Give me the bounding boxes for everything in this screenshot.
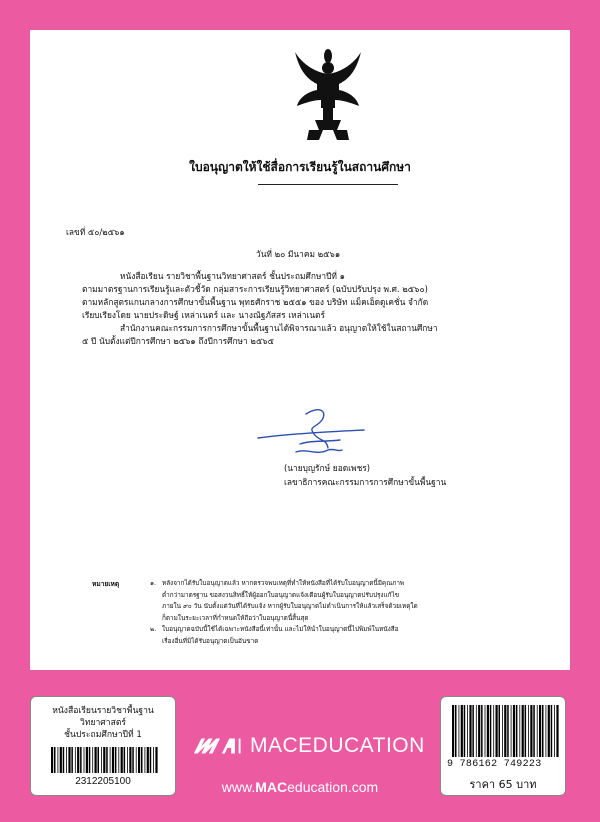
url-suffix: education.com [287,779,379,795]
book-tag-line: หนังสือเรียนรายวิชาพื้นฐาน [52,706,154,716]
note-line: ภายใน ๙๐ วัน นับตั้งแต่วันที่ได้รับแจ้ง หากผู้รับใบอนุญาตไม่ดำเนินการให้แล้วเสร็จด้วยเหตุใด [162,602,418,610]
note-line: ต่ำกว่ามาตรฐาน ขอสงวนสิทธิ์ให้ผู้ออกใบอนุญาตแจ้งเตือนผู้รับใบอนุญาตปรับปรุงแก้ไข [162,590,400,599]
note-line: ใบอนุญาตฉบับนี้ใช้ได้เฉพาะหนังสือนี้เท่านั้น และไม่ให้นำใบอนุญาตนี้ไปพิมพ์ในหนังสือ [162,625,399,633]
signatory-name: (นายบุญรักษ์ ยอดเพชร) [284,463,371,473]
url-bold: MAC [255,779,288,795]
approval-line: ๕ ปี นับตั้งแต่ปีการศึกษา ๒๕๖๑ ถึงปีการศึกษา ๒๕๖๕ [82,336,274,346]
note-item [150,624,418,647]
isbn-box [440,696,566,796]
isbn-barcode-icon [450,705,560,757]
book-tag-line: ชั้นประถมศึกษาปีที่ 1 [64,730,142,740]
note-line: เรื่องอื่นที่มิได้รับอนุญาตเป็นอันขาด [162,636,259,645]
book-description [82,270,428,322]
book-code: 2312205100 [75,776,131,787]
license-document [30,30,570,670]
book-code-barcode-icon [49,747,159,773]
description-line: หนังสือเรียน รายวิชาพื้นฐานวิทยาศาสตร์ ชั้นประถมศึกษาปีที่ ๑ [120,271,345,281]
license-date: วันที่ ๒๐ มีนาคม ๒๕๖๑ [256,249,341,259]
license-number: เลขที่ ๕๐/๒๕๖๑ [66,227,125,237]
note-number: ๑. [150,579,157,587]
signatory-position: เลขาธิการคณะกรรมการการศึกษาขั้นพื้นฐาน [284,477,447,487]
note-item [150,578,418,624]
price-label: ราคา 65 บาท [469,778,537,791]
notes-label: หมายเหตุ [92,580,120,588]
note-line: หลังจากได้รับใบอนุญาตแล้ว หากตรวจพบเหตุที่ทำให้หนังสือที่ได้รับใบอนุญาตนี้มีคุณภาพ [162,579,405,587]
title-divider [258,184,398,185]
approval-paragraph [82,322,438,348]
description-line: ตามมาตรฐานการเรียนรู้และตัวชี้วัด กลุ่มสาระการเรียนรู้วิทยาศาสตร์ (ฉบับปรับปรุง พ.ศ. ๒๕๖๐) [82,284,428,294]
document-title: ใบอนุญาตให้ใช้สื่อการเรียนรู้ในสถานศึกษา [189,160,411,174]
isbn-number: 9 786162 749223 [447,759,542,770]
signature-icon [256,404,366,462]
url-prefix: www. [221,779,256,795]
mac-logo-icon [192,734,248,758]
description-line: เรียบเรียงโดย นายประดิษฐ์ เหล่าเนตร์ และ นางณัฐภัสสร เหล่าเนตร์ [82,310,325,320]
description-line: ตามหลักสูตรแกนกลางการศึกษาขั้นพื้นฐาน พุทธศักราช ๒๕๕๑ ของ บริษัท แม็คเอ็ดดูเคชั่น จำกัด [82,297,429,307]
note-number: ๒. [150,625,157,633]
note-line: ก็ตามในระยะเวลาที่กำหนดให้ถือว่าใบอนุญาตนี้สิ้นสุด [162,613,309,622]
notes-list [150,578,418,647]
book-tag-line: วิทยาศาสตร์ [79,718,127,728]
publisher-brand: MACEDUCATION [250,734,425,757]
approval-line: สำนักงานคณะกรรมการการศึกษาขั้นพื้นฐานได้พิจารณาแล้ว อนุญาตให้ใช้ในสถานศึกษา [120,323,438,333]
garuda-emblem-icon [293,46,363,142]
